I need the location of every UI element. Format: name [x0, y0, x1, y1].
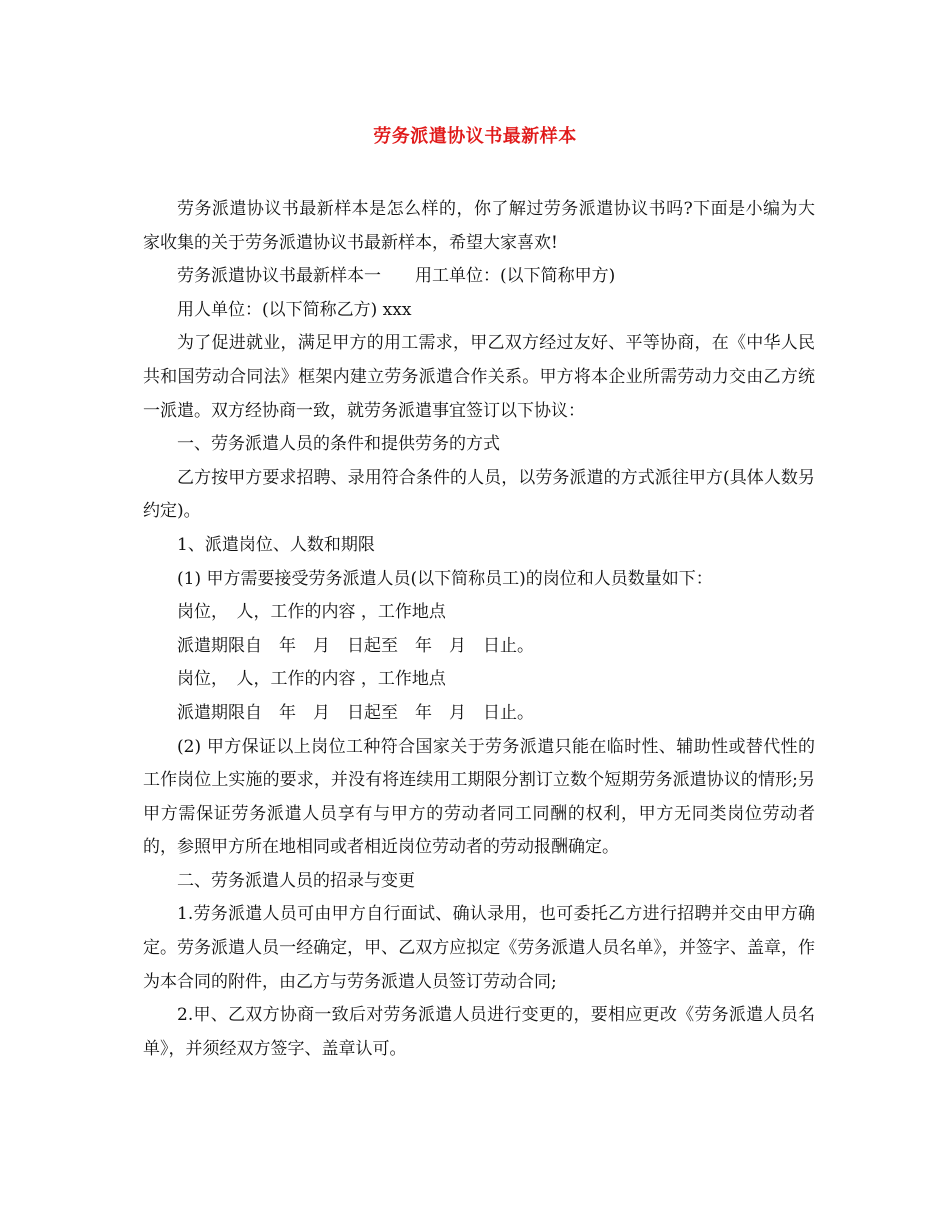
- document-title: 劳务派遣协议书最新样本: [373, 126, 577, 147]
- subsection-heading-1: 1、派遣岗位、人数和期限: [177, 534, 375, 555]
- section-heading-2: 二、劳务派遣人员的招录与变更: [177, 870, 415, 891]
- clause-2: (2) 甲方保证以上岗位工种符合国家关于劳务派遣只能在临时性、辅助性或替代性的工作岗位上实施的要求，并没有将连续用工期限分割订立数个短期劳务派遣协议的情形;另甲方需保证劳务派遣人员享有与甲方的劳动者同工同酬的权利，甲方无同类岗位劳动者的，参照甲方所在地相同或者相近岗位劳动者的劳动报酬确定。: [143, 736, 815, 858]
- paragraph-preamble: 为了促进就业，满足甲方的用工需求，甲乙双方经过友好、平等协商，在《中华人民共和国劳动合同法》框架内建立劳务派遣合作关系。甲方将本企业所需劳动力交由乙方统一派遣。双方经协商一致，就劳务派遣事宜签订以下协议：: [143, 333, 815, 421]
- paragraph-sample-heading: 劳务派遣协议书最新样本一 用工单位：(以下简称甲方): [177, 266, 616, 287]
- paragraph-employer: 用人单位：(以下简称乙方) xxx: [177, 299, 412, 320]
- paragraph-intro: 劳务派遣协议书最新样本是怎么样的，你了解过劳务派遣协议书吗?下面是小编为大家收集的关于劳务派遣协议书最新样本，希望大家喜欢!: [143, 199, 815, 253]
- period-line-1: 派遣期限自 年 月 日起至 年 月 日止。: [177, 635, 534, 656]
- period-line-2: 派遣期限自 年 月 日起至 年 月 日止。: [177, 702, 534, 723]
- clause-2-1: 1.劳务派遣人员可由甲方自行面试、确认录用，也可委托乙方进行招聘并交由甲方确定。劳务派遣人员一经确定，甲、乙双方应拟定《劳务派遣人员名单》，并签字、盖章，作为本合同的附件，由乙方与劳务派遣人员签订劳动合同;: [143, 904, 815, 992]
- paragraph-recruitment: 乙方按甲方要求招聘、录用符合条件的人员，以劳务派遣的方式派往甲方(具体人数另约定)。: [143, 467, 815, 522]
- section-heading-1: 一、劳务派遣人员的条件和提供劳务的方式: [177, 434, 500, 455]
- document-body: [143, 193, 815, 1066]
- clause-1: (1) 甲方需要接受劳务派遣人员(以下简称员工)的岗位和人员数量如下：: [177, 568, 713, 589]
- position-line-2: 岗位， 人，工作的内容 ，工作地点: [177, 669, 446, 690]
- clause-2-2: 2.甲、乙双方协商一致后对劳务派遣人员进行变更的，要相应更改《劳务派遣人员名单》，并须经双方签字、盖章认可。: [143, 1005, 815, 1059]
- position-line-1: 岗位， 人，工作的内容 ，工作地点: [177, 602, 446, 623]
